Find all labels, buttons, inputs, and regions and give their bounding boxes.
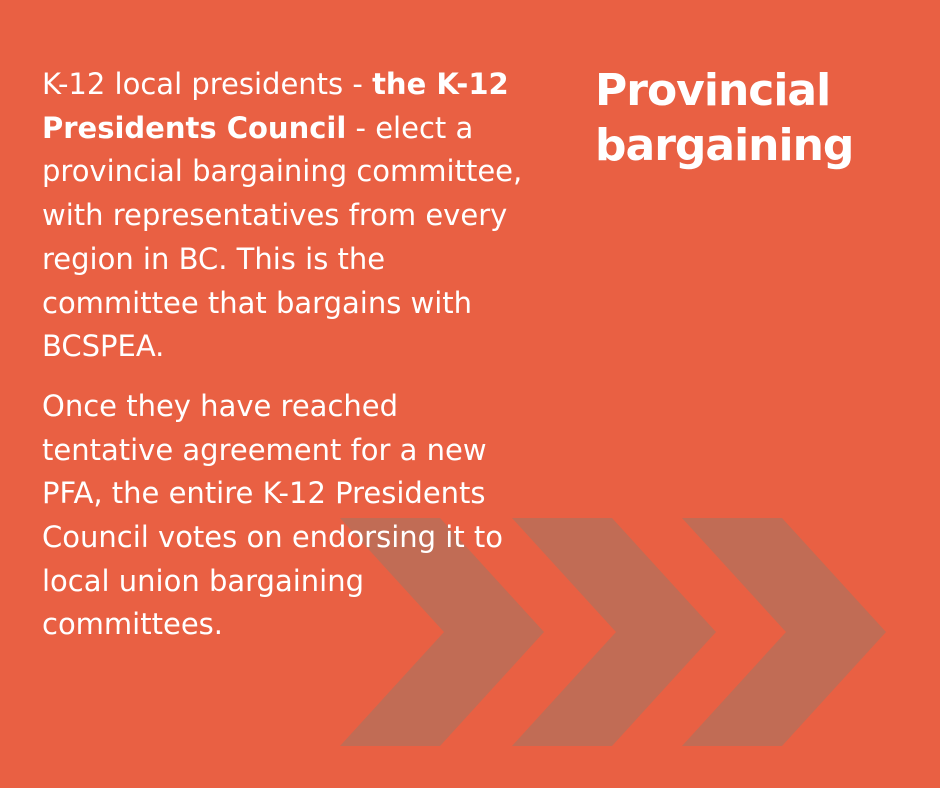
body-text <box>42 63 537 647</box>
page-title: Provincial bargaining <box>595 65 854 171</box>
paragraph-tentative-agreement: Once they have reached tentative agreement for a new PFA, the entire K-12 Presidents Council votes on endorsing it to local union bargaining committees. <box>42 388 504 642</box>
paragraph-1-rest: - elect a provincial bargaining committee, with representatives from every region in BC. This is the committee that bargains with BCSPEA. <box>42 110 523 364</box>
paragraph-presidents-council <box>42 63 537 369</box>
paragraph-1-intro: K-12 local presidents - <box>42 67 373 101</box>
paragraph-1-bold: the K-12 Presidents Council <box>42 67 509 145</box>
